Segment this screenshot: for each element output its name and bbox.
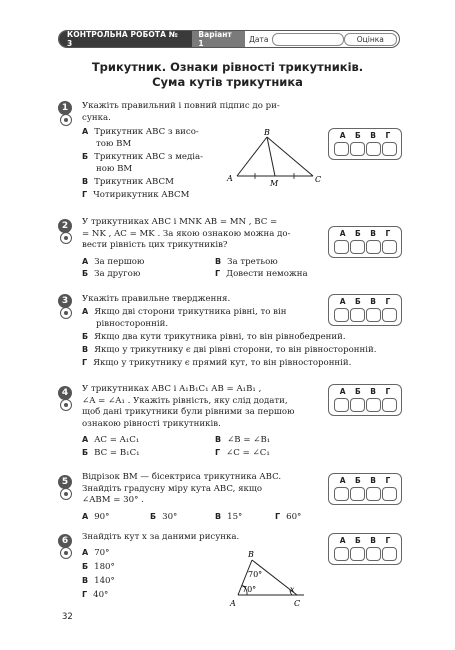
answer-cell[interactable]: [366, 487, 381, 501]
option-b[interactable]: Б Трикутник ABC з медіа- ною BM: [82, 152, 204, 174]
question-marker: [60, 488, 72, 500]
worksheet-header: [58, 30, 400, 48]
option-a[interactable]: А За першою: [82, 257, 145, 267]
option-d[interactable]: Г 60°: [275, 512, 302, 522]
option-a[interactable]: А 70°: [82, 548, 110, 558]
answer-cell[interactable]: [350, 398, 365, 412]
answer-cell[interactable]: [350, 308, 365, 322]
option-b[interactable]: Б За другою: [82, 269, 141, 279]
question-marker: [60, 547, 72, 559]
label-b: B: [248, 550, 254, 559]
title-line-2: Сума кутів трикутника: [152, 75, 303, 89]
triangle-figure-6: [222, 548, 322, 610]
answer-cell[interactable]: [350, 240, 365, 254]
option-b[interactable]: Б 180°: [82, 562, 115, 572]
grade-label: Оцінка: [356, 34, 384, 44]
question-number: 2: [58, 219, 72, 233]
test-title: КОНТРОЛЬНА РОБОТА № 3: [59, 31, 192, 47]
question-marker: [60, 307, 72, 319]
answer-cell[interactable]: [382, 308, 397, 322]
answer-grid[interactable]: А Б В Г: [328, 533, 402, 565]
question-number: 3: [58, 294, 72, 308]
answer-cell[interactable]: [366, 142, 381, 156]
option-c[interactable]: В Якщо у трикутнику є дві рівні сторони, то він рівносторонній.: [82, 345, 377, 355]
question-text: Відрізок BM — бісектриса трикутника ABC. Знайдіть градусну міру кута ABC, якщо ∠ABM = 30° .: [82, 472, 282, 505]
answer-cell[interactable]: [366, 398, 381, 412]
answer-cell[interactable]: [366, 308, 381, 322]
option-c[interactable]: В За третьою: [215, 257, 278, 267]
question-number: 4: [58, 386, 72, 400]
grade-field[interactable]: [344, 33, 397, 46]
question-text: У трикутниках ABC і MNK AB = MN , BC = = NK , AC = MK . За якою ознакою можна до- вести рівність цих трикутників?: [82, 217, 291, 250]
question-text: Укажіть правильний і повний підпис до ри- сунка.: [82, 101, 280, 123]
page-number: 32: [62, 612, 73, 622]
label-c: C: [315, 175, 322, 184]
answer-cell[interactable]: [334, 398, 349, 412]
label-b: B: [264, 128, 270, 137]
question-marker: [60, 399, 72, 411]
answer-cell[interactable]: [366, 240, 381, 254]
title-line-1: Трикутник. Ознаки рівності трикутників.: [91, 60, 364, 74]
date-label: Дата: [249, 34, 269, 44]
angle-b-label: 70°: [248, 570, 263, 579]
question-number: 5: [58, 475, 72, 489]
question-marker: [60, 114, 72, 126]
answer-cell[interactable]: [334, 240, 349, 254]
angle-x-label: x: [290, 585, 295, 594]
angle-a-label: 70°: [242, 585, 257, 594]
question-text: Укажіть правильне твердження.: [82, 294, 231, 304]
page-title: [60, 60, 395, 90]
answer-cell[interactable]: [350, 142, 365, 156]
answer-cell[interactable]: [334, 487, 349, 501]
option-a[interactable]: А AC = A₁C₁: [82, 435, 140, 445]
answer-grid[interactable]: А Б В Г: [328, 294, 402, 326]
answer-cell[interactable]: [382, 240, 397, 254]
option-b[interactable]: Б 30°: [150, 512, 178, 522]
option-b[interactable]: Б Якщо два кути трикутника рівні, то він рівнобедрений.: [82, 332, 346, 342]
option-a[interactable]: А Якщо дві сторони трикутника рівні, то він рівносторонній.: [82, 307, 287, 329]
answer-cell[interactable]: [382, 398, 397, 412]
answer-grid[interactable]: А Б В Г: [328, 473, 402, 505]
option-c[interactable]: В Трикутник ABCM: [82, 177, 174, 187]
answer-cell[interactable]: [366, 547, 381, 561]
date-field[interactable]: [272, 33, 343, 46]
option-d[interactable]: Г 40°: [82, 590, 109, 600]
question-text: Знайдіть кут x за даними рисунка.: [82, 532, 240, 542]
option-d[interactable]: Г Якщо у трикутнику є прямий кут, то він рівносторонній.: [82, 358, 352, 368]
question-number: 1: [58, 101, 72, 115]
option-a[interactable]: А Трикутник ABC з висо- тою BM: [82, 127, 199, 149]
option-d[interactable]: Г Довести неможна: [215, 269, 308, 279]
question-marker: [60, 232, 72, 244]
answer-cell[interactable]: [382, 487, 397, 501]
answer-cell[interactable]: [350, 547, 365, 561]
option-d[interactable]: Г ∠C = ∠C₁: [215, 448, 270, 458]
label-a: A: [227, 174, 233, 183]
answer-cell[interactable]: [350, 487, 365, 501]
variant-label: Варіант 1: [192, 31, 245, 47]
answer-cell[interactable]: [382, 142, 397, 156]
label-c: C: [294, 599, 301, 608]
option-b[interactable]: Б BC = B₁C₁: [82, 448, 140, 458]
triangle-figure-1: [225, 125, 325, 187]
answer-cell[interactable]: [334, 308, 349, 322]
label-a: A: [230, 599, 236, 608]
answer-cell[interactable]: [334, 142, 349, 156]
label-m: M: [270, 179, 279, 187]
question-text: У трикутниках ABC і A₁B₁C₁ AB = A₁B₁ , ∠A = ∠A₁ . Укажіть рівність, яку слід додати, щоб дані трикутники були рівними за першою ознакою рівності трикутників.: [82, 384, 295, 429]
answer-grid[interactable]: А Б В Г: [328, 128, 402, 160]
answer-cell[interactable]: [382, 547, 397, 561]
option-c[interactable]: В 15°: [215, 512, 243, 522]
answer-grid[interactable]: А Б В Г: [328, 384, 402, 416]
option-a[interactable]: А 90°: [82, 512, 110, 522]
option-d[interactable]: Г Чотирикутник ABCM: [82, 190, 190, 200]
option-c[interactable]: В 140°: [82, 576, 115, 586]
question-number: 6: [58, 534, 72, 548]
answer-grid[interactable]: А Б В Г: [328, 226, 402, 258]
answer-cell[interactable]: [334, 547, 349, 561]
option-c[interactable]: В ∠B = ∠B₁: [215, 435, 271, 445]
